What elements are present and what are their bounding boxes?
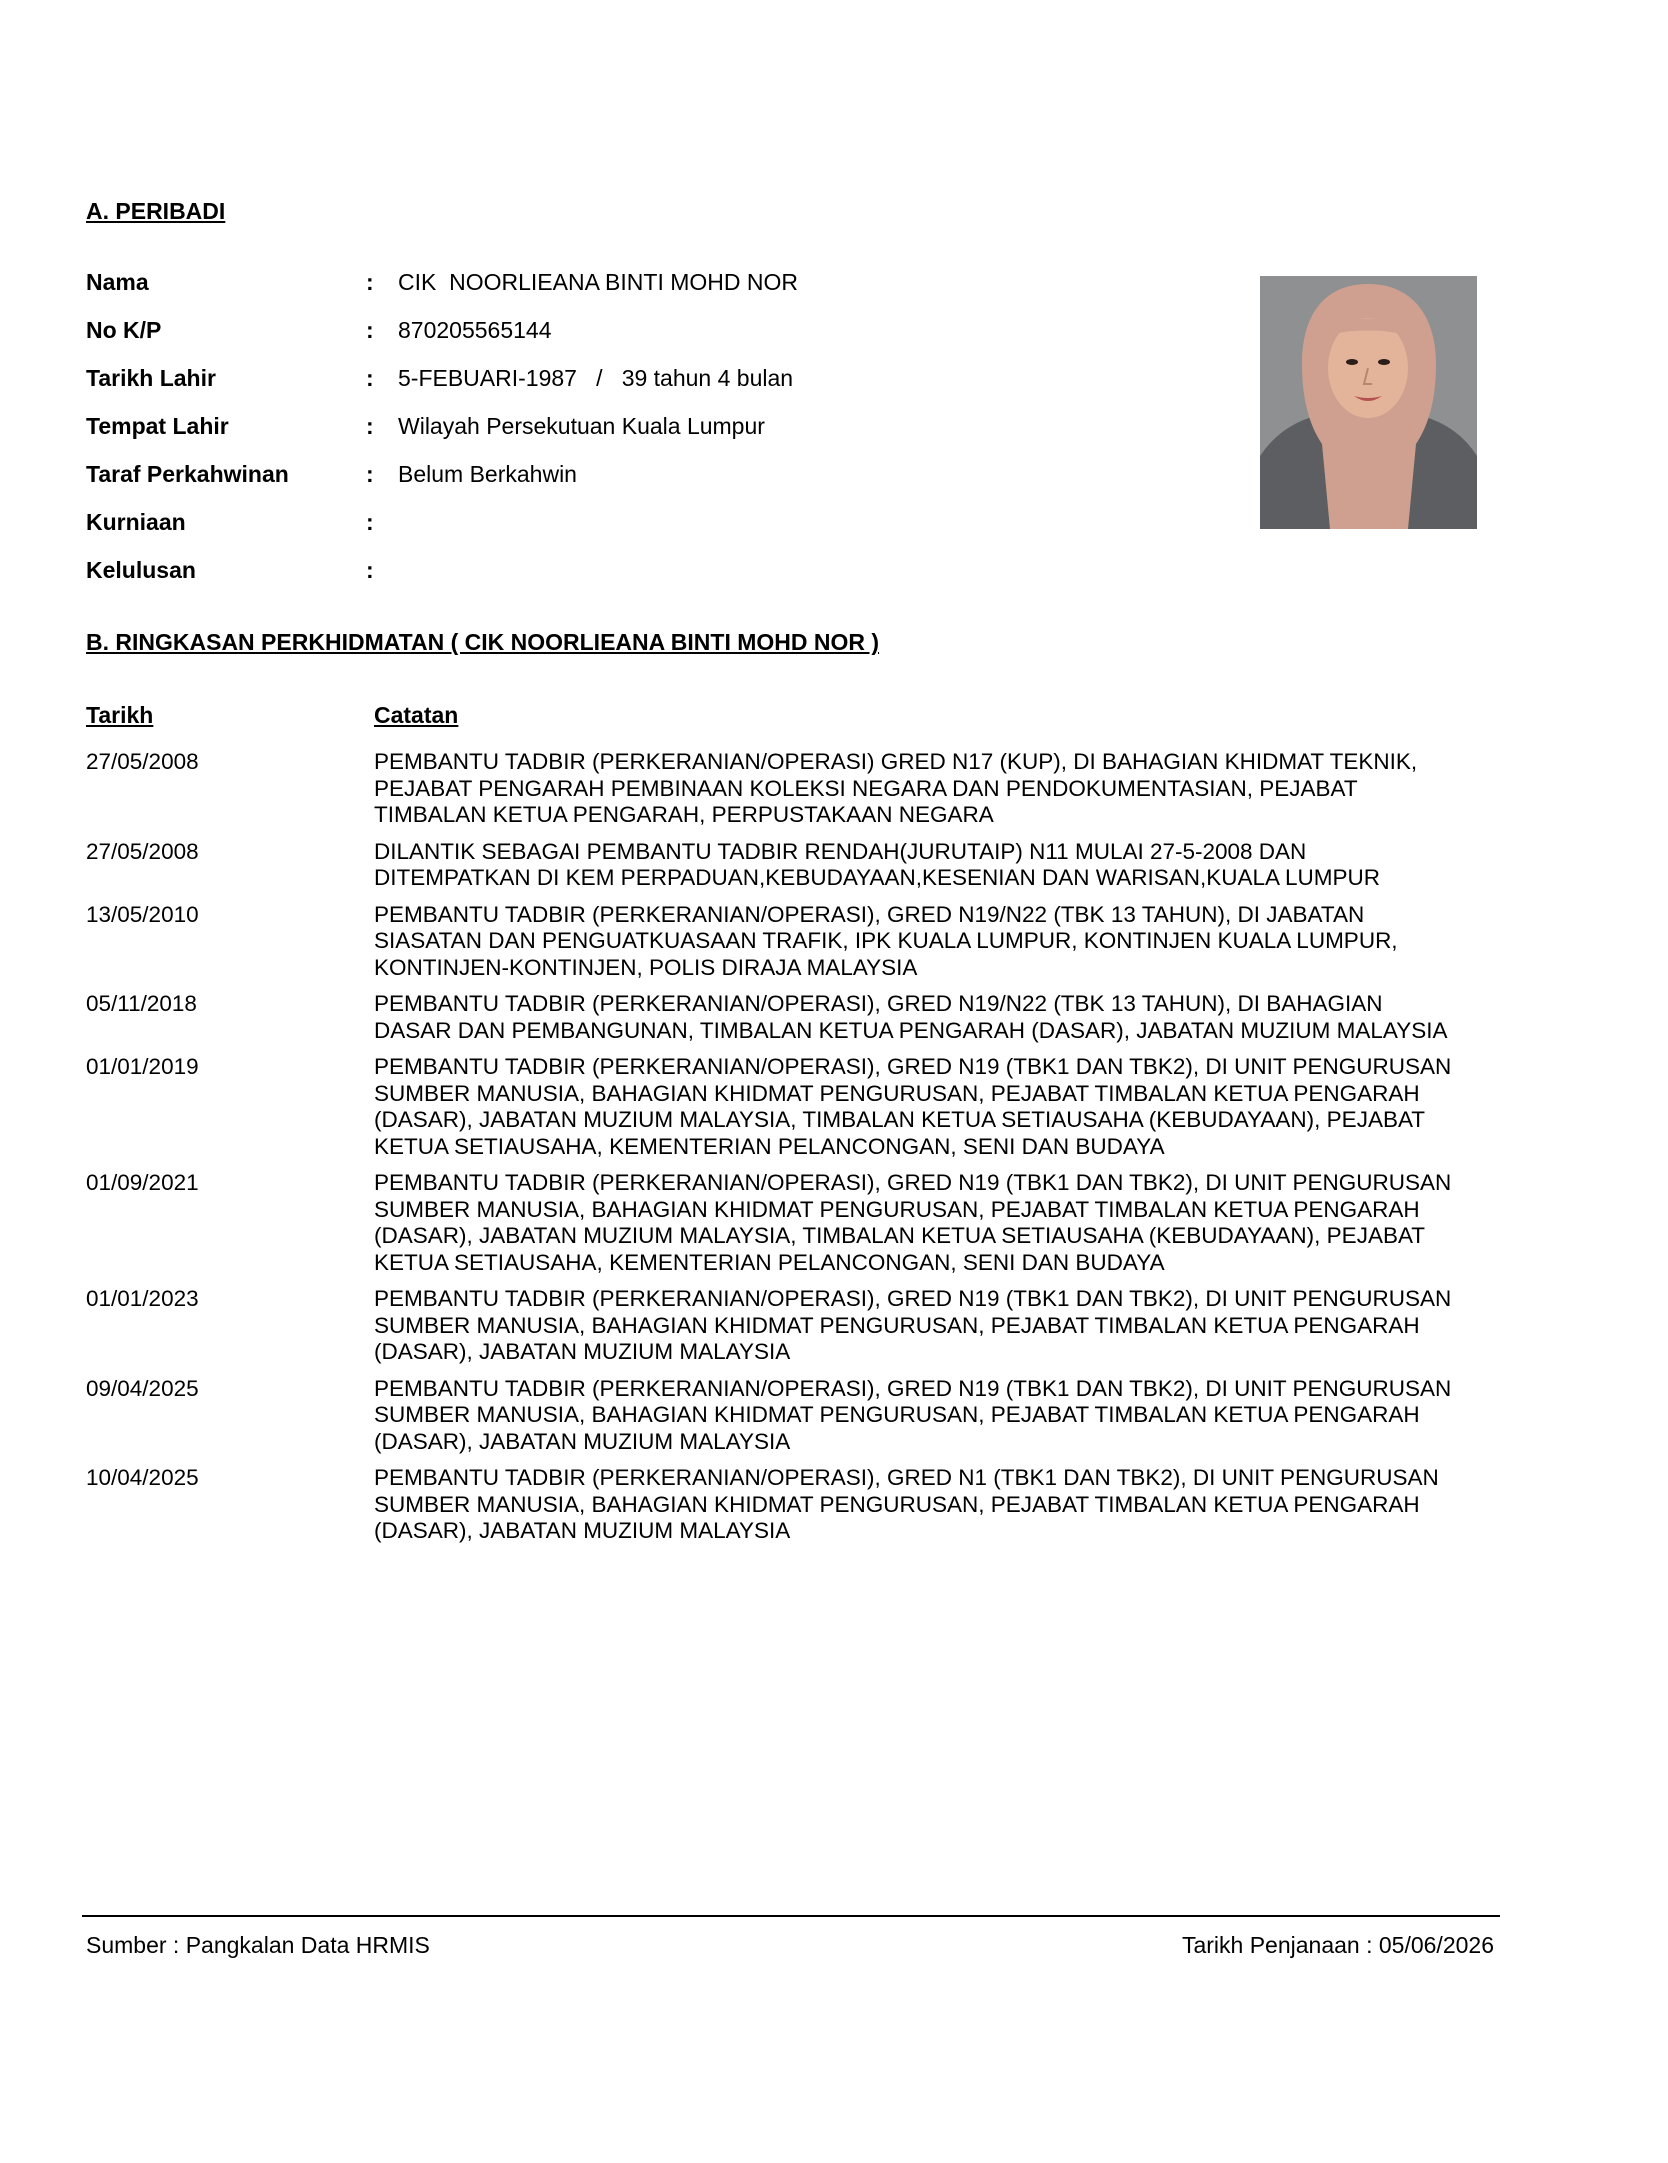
history-note: PEMBANTU TADBIR (PERKERANIAN/OPERASI), GRED N19 (TBK1 DAN TBK2), DI UNIT PENGURUSAN SUMBER MANUSIA, BAHAGIAN KHIDMAT PENGURUSAN, PEJABAT TIMBALAN KETUA PENGARAH (DASAR), JABATAN MUZIUM MALAYSIA — [374, 1375, 1452, 1454]
history-date: 01/09/2021 — [86, 1170, 199, 1195]
portrait-image — [1260, 276, 1477, 529]
history-row — [86, 1376, 1486, 1456]
field-label: Tarikh Lahir — [86, 365, 216, 391]
history-header-note: Catatan — [374, 702, 459, 728]
history-date: 13/05/2010 — [86, 901, 199, 927]
field-label: No K/P — [86, 317, 162, 343]
history-row — [86, 1286, 1486, 1366]
field-value: Wilayah Persekutuan Kuala Lumpur — [398, 413, 765, 439]
field-separator: : — [366, 413, 374, 439]
field-value: 5-FEBUARI-1987 / 39 tahun 4 bulan — [398, 365, 794, 391]
field-label: Nama — [86, 269, 149, 295]
field-separator: : — [366, 269, 374, 295]
section-b-title: B. RINGKASAN PERKHIDMATAN ( CIK NOORLIEANA BINTI MOHD NOR ) — [86, 629, 880, 655]
history-row — [86, 1465, 1486, 1545]
history-date: 01/01/2023 — [86, 1286, 199, 1311]
field-value: Belum Berkahwin — [398, 461, 577, 487]
profile-photo — [1260, 276, 1477, 529]
footer-source: Sumber : Pangkalan Data HRMIS — [86, 1932, 430, 1958]
history-date: 05/11/2018 — [86, 991, 197, 1016]
history-note: PEMBANTU TADBIR (PERKERANIAN/OPERASI), GRED N19 (TBK1 DAN TBK2), DI UNIT PENGURUSAN SUMBER MANUSIA, BAHAGIAN KHIDMAT PENGURUSAN, PEJABAT TIMBALAN KETUA PENGARAH (DASAR), JABATAN MUZIUM MALAYSIA, TIMBALAN KETUA SETIAUSAHA (KEBUDAYAAN), PEJABAT KETUA SETIAUSAHA, KEMENTERIAN PELANCONGAN, SENI DAN BUDAYA — [374, 1054, 1452, 1159]
history-date: 27/05/2008 — [86, 749, 199, 774]
history-date: 10/04/2025 — [86, 1465, 199, 1490]
history-row — [86, 902, 1486, 982]
history-date: 01/01/2019 — [86, 1054, 199, 1079]
history-row — [86, 839, 1486, 892]
section-a-title: A. PERIBADI — [86, 198, 226, 224]
history-row — [86, 749, 1486, 829]
history-note: PEMBANTU TADBIR (PERKERANIAN/OPERASI), GRED N19/N22 (TBK 13 TAHUN), DI BAHAGIAN DASAR DAN PEMBANGUNAN, TIMBALAN KETUA PENGARAH (DASAR), JABATAN MUZIUM MALAYSIA — [374, 991, 1448, 1043]
history-row — [86, 1054, 1486, 1160]
field-separator: : — [366, 509, 374, 535]
field-separator: : — [366, 461, 374, 487]
field-label: Taraf Perkahwinan — [86, 461, 289, 487]
history-note: PEMBANTU TADBIR (PERKERANIAN/OPERASI), GRED N1 (TBK1 DAN TBK2), DI UNIT PENGURUSAN SUMBER MANUSIA, BAHAGIAN KHIDMAT PENGURUSAN, PEJABAT TIMBALAN KETUA PENGARAH (DASAR), JABATAN MUZIUM MALAYSIA — [374, 1465, 1439, 1543]
field-value: 870205565144 — [398, 317, 552, 343]
field-label: Kurniaan — [86, 509, 186, 535]
history-note: PEMBANTU TADBIR (PERKERANIAN/OPERASI), GRED N19 (TBK1 DAN TBK2), DI UNIT PENGURUSAN SUMBER MANUSIA, BAHAGIAN KHIDMAT PENGURUSAN, PEJABAT TIMBALAN KETUA PENGARAH (DASAR), JABATAN MUZIUM MALAYSIA — [374, 1286, 1452, 1364]
field-separator: : — [366, 317, 374, 343]
footer-divider — [82, 1915, 1500, 1917]
history-note: PEMBANTU TADBIR (PERKERANIAN/OPERASI), GRED N19/N22 (TBK 13 TAHUN), DI JABATAN SIASATAN DAN PENGUATKUASAAN TRAFIK, IPK KUALA LUMPUR, KONTINJEN KUALA LUMPUR, KONTINJEN-KONTINJEN, POLIS DIRAJA MALAYSIA — [374, 901, 1398, 980]
field-value: CIK NOORLIEANA BINTI MOHD NOR — [398, 269, 798, 295]
footer-generated-date: Tarikh Penjanaan : 05/06/2026 — [1181, 1932, 1494, 1958]
history-date: 27/05/2008 — [86, 838, 199, 864]
history-date: 09/04/2025 — [86, 1375, 199, 1401]
history-header-date: Tarikh — [86, 702, 154, 728]
history-row — [86, 1170, 1486, 1276]
field-separator: : — [366, 365, 374, 391]
history-note: PEMBANTU TADBIR (PERKERANIAN/OPERASI), GRED N19 (TBK1 DAN TBK2), DI UNIT PENGURUSAN SUMBER MANUSIA, BAHAGIAN KHIDMAT PENGURUSAN, PEJABAT TIMBALAN KETUA PENGARAH (DASAR), JABATAN MUZIUM MALAYSIA, TIMBALAN KETUA SETIAUSAHA (KEBUDAYAAN), PEJABAT KETUA SETIAUSAHA, KEMENTERIAN PELANCONGAN, SENI DAN BUDAYA — [374, 1170, 1452, 1275]
history-row — [86, 991, 1486, 1044]
history-note: PEMBANTU TADBIR (PERKERANIAN/OPERASI) GRED N17 (KUP), DI BAHAGIAN KHIDMAT TEKNIK, PEJABAT PENGARAH PEMBINAAN KOLEKSI NEGARA DAN PENDOKUMENTASIAN, PEJABAT TIMBALAN KETUA PENGARAH, PERPUSTAKAAN NEGARA — [374, 749, 1418, 827]
field-separator: : — [366, 557, 374, 583]
field-label: Tempat Lahir — [86, 413, 229, 439]
field-label: Kelulusan — [86, 557, 196, 583]
history-note: DILANTIK SEBAGAI PEMBANTU TADBIR RENDAH(JURUTAIP) N11 MULAI 27-5-2008 DAN DITEMPATKAN DI KEM PERPADUAN,KEBUDAYAAN,KESENIAN DAN WARISAN,KUALA LUMPUR — [374, 838, 1381, 890]
service-history-list — [86, 749, 1486, 1555]
